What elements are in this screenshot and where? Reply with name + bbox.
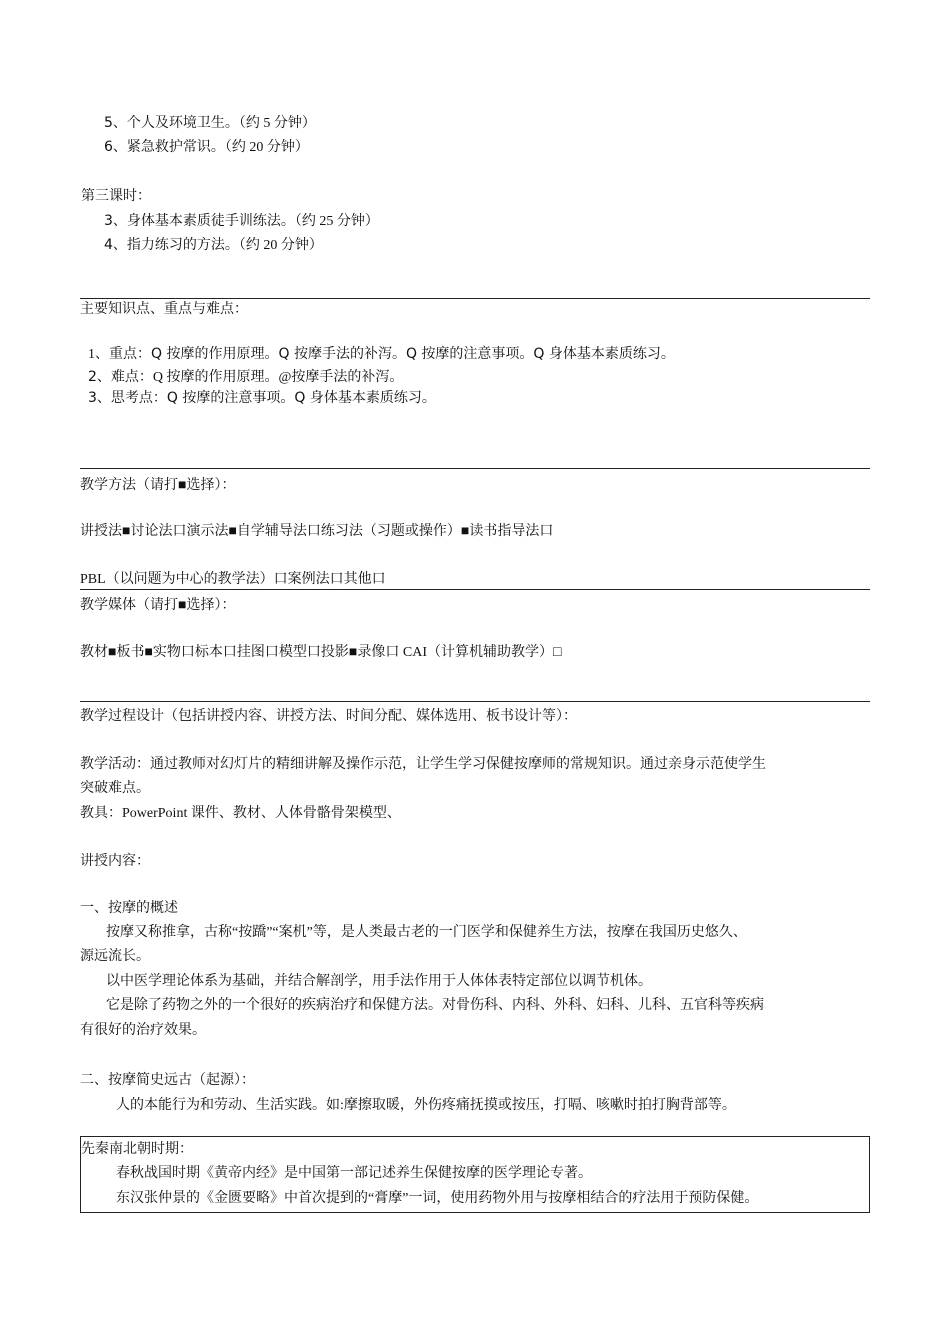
section-2-heading: 二、按摩简史远古（起源）： <box>80 1073 255 1088</box>
methods-options-line2: PBL（以问题为中心的教学法）口案例法口其他口 <box>80 572 386 587</box>
third-lesson-title: 第三课时： <box>81 188 151 204</box>
schedule-item-3 <box>104 211 379 232</box>
schedule-item-5-text: 5、个人及环境卫生。 <box>104 115 239 131</box>
schedule-item-6-text: 6、紧急救护常识。 <box>104 139 225 155</box>
knowledge-heading: 主要知识点、重点与难点： <box>80 302 248 317</box>
schedule-item-6-time: （约 20 分钟） <box>224 140 309 155</box>
pre-qin-period-line-2: 东汉张仲景的《金匮要略》中首次提到的“膏摩”一词，使用药物外用与按摩相结合的疗法用于预防保健。 <box>116 1191 759 1206</box>
pre-qin-period-line-1: 春秋战国时期《黄帝内经》是中国第一部记述养生保健按摩的医学理论专著。 <box>116 1166 592 1181</box>
schedule-item-6 <box>104 137 309 158</box>
methods-options-line1: 讲授法■讨论法口演示法■自学辅导法口练习法（习题或操作）■读书指导法口 <box>80 524 554 539</box>
section-1-paragraph-3-line-2: 有很好的治疗效果。 <box>80 1023 206 1038</box>
media-heading: 教学媒体（请打■选择）： <box>80 598 236 613</box>
difficulty-label: 2、难点： <box>88 369 153 385</box>
section-2-paragraph-1: 人的本能行为和劳动、生活实践。如:摩擦取暖，外伤疼痛抚摸或按压，打嗝、咳嗽时拍打胸背部等。 <box>116 1098 736 1113</box>
pre-qin-period-title: 先秦南北朝时期： <box>81 1142 193 1157</box>
divider <box>80 468 870 469</box>
section-1-paragraph-1-line-2: 源远流长。 <box>80 949 150 964</box>
key-points-line <box>88 344 675 365</box>
thinking-label: 3、思考点： <box>88 390 167 406</box>
thinking-text: Q 按摩的注意事项。Q 身体基本素质练习。 <box>166 390 436 406</box>
schedule-item-3-text: 3、身体基本素质徒手训练法。 <box>104 213 295 229</box>
section-1-paragraph-2: 以中医学理论体系为基础，并结合解剖学，用手法作用于人体体表特定部位以调节机体。 <box>106 974 652 989</box>
key-points-label: 1、重点： <box>88 347 151 362</box>
difficulty-text: Q 按摩的作用原理。@按摩手法的补泻。 <box>152 370 404 385</box>
content-heading: 讲授内容： <box>80 854 150 869</box>
key-points-text: Q 按摩的作用原理。Q 按摩手法的补泻。Q 按摩的注意事项。Q 身体基本素质练习。 <box>151 346 675 362</box>
difficulty-line <box>88 367 403 388</box>
divider <box>80 589 870 590</box>
schedule-item-4 <box>104 235 323 256</box>
schedule-item-4-text: 4、指力练习的方法。 <box>104 237 239 253</box>
schedule-item-3-time: （约 25 分钟） <box>294 214 379 229</box>
tools-line: 教具：PowerPoint 课件、教材、人体骨骼骨架模型、 <box>80 806 401 821</box>
section-1-paragraph-3-line-1: 它是除了药物之外的一个很好的疾病治疗和保健方法。对骨伤科、内科、外科、妇科、儿科、五官科等疾病 <box>106 998 764 1013</box>
activity-line-1: 教学活动：通过教师对幻灯片的精细讲解及操作示范，让学生学习保健按摩师的常规知识。通过亲身示范使学生 <box>80 757 766 772</box>
section-1-heading: 一、按摩的概述 <box>80 901 178 916</box>
methods-heading: 教学方法（请打■选择）： <box>80 478 236 493</box>
process-heading: 教学过程设计（包括讲授内容、讲授方法、时间分配、媒体选用、板书设计等）： <box>80 709 577 724</box>
schedule-item-5-time: （约 5 分钟） <box>238 116 316 131</box>
thinking-line <box>88 388 436 408</box>
divider <box>80 298 870 299</box>
section-1-paragraph-1-line-1: 按摩又称推拿，古称“按蹻”“案机”等，是人类最古老的一门医学和保健养生方法，按摩在我国历史悠久、 <box>106 925 747 940</box>
schedule-item-4-time: （约 20 分钟） <box>238 238 323 253</box>
media-options-line: 教材■板书■实物口标本口挂图口模型口投影■录像口 CAI（计算机辅助教学）□ <box>80 645 562 660</box>
divider <box>80 701 870 702</box>
schedule-item-5 <box>104 113 316 134</box>
activity-line-2: 突破难点。 <box>80 781 150 796</box>
